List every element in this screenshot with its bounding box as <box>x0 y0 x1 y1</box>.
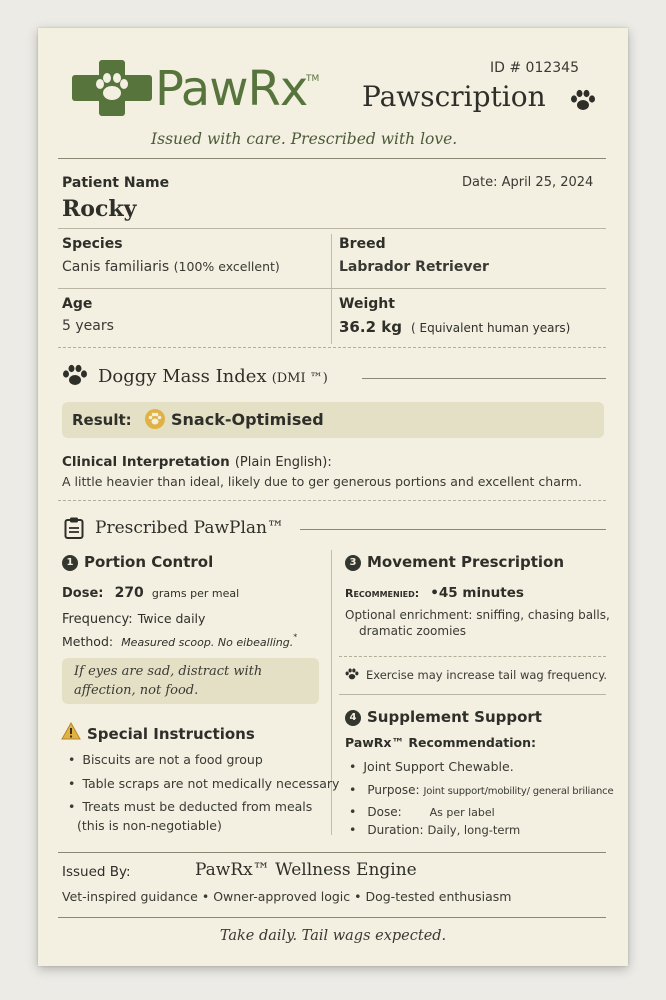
frequency-value: Twice daily <box>137 611 206 626</box>
issued-by-label: Issued By: <box>62 864 131 880</box>
weight-label: Weight <box>339 296 395 312</box>
patient-column-divider <box>331 234 332 344</box>
frequency-row <box>62 608 205 627</box>
interpretation-heading <box>62 451 332 470</box>
patient-name-label: Patient Name <box>62 175 170 191</box>
interpretation-label: Clinical Interpretation <box>62 454 230 470</box>
patient-bottom-divider <box>58 347 606 348</box>
age-label: Age <box>62 296 93 312</box>
weight-value-row <box>339 317 570 336</box>
tagline: Issued with care. Prescribed with love. <box>151 130 458 148</box>
closing-line: Take daily. Tail wags expected. <box>219 928 447 944</box>
species-note: (100% excellent) <box>173 259 280 274</box>
movement-recommendation <box>345 582 524 601</box>
brand-name: PawRx <box>155 61 308 117</box>
dose-value: 270 <box>114 585 144 601</box>
weight-value: 36.2 kg <box>339 318 402 336</box>
clipboard-icon <box>64 517 84 539</box>
plan-column-divider <box>331 550 332 835</box>
pawplan-title-rule <box>300 529 606 530</box>
footer-divider-2 <box>58 917 606 918</box>
weight-note: ( Equivalent human years) <box>411 321 571 335</box>
dmi-title: Doggy Mass Index <box>98 366 267 387</box>
paw-icon <box>570 89 596 113</box>
purpose-value: Joint support/mobility/ general briliance <box>423 786 614 797</box>
movement-heading <box>345 553 564 571</box>
method-row <box>62 631 297 650</box>
paw-icon <box>62 364 88 388</box>
enrichment-value: sniffing, chasing balls, <box>476 608 610 622</box>
supplement-heading <box>345 708 542 726</box>
duration-value: Daily, long-term <box>427 823 521 837</box>
enrichment-label: Optional enrichment: <box>345 608 473 622</box>
logo-cross-icon <box>72 60 152 116</box>
step-number-icon: 3 <box>345 555 361 571</box>
supplement-item: • Joint Support Chewable. <box>349 759 514 774</box>
portion-note-line-2: affection, not food. <box>74 683 199 698</box>
dmi-bottom-divider <box>58 500 606 501</box>
species-label: Species <box>62 236 123 252</box>
species-value <box>62 259 280 275</box>
pawplan-title: Prescribed PawPlan™ <box>95 518 284 538</box>
portion-note-line-1: If eyes are sad, distract with <box>74 664 263 679</box>
paw-icon <box>345 668 359 681</box>
purpose-label: Purpose: <box>367 783 420 797</box>
movement-rec-value: •45 minutes <box>430 585 524 601</box>
movement-tip: Exercise may increase tail wag frequency. <box>366 668 608 682</box>
step-number-icon: 1 <box>62 555 78 571</box>
date: Date: April 25, 2024 <box>462 175 594 190</box>
dose-label: Dose: <box>62 586 104 601</box>
movement-divider <box>339 656 606 657</box>
method-label: Method: <box>62 634 114 649</box>
header-divider <box>58 158 606 159</box>
dmi-title-row <box>98 366 328 387</box>
interpretation-text: A little heavier than ideal, likely due to ger generous portions and excellent charm. <box>62 474 582 489</box>
patient-divider-1 <box>58 228 606 229</box>
list-item: • Biscuits are not a food group <box>68 752 263 767</box>
dose-unit: grams per meal <box>151 587 240 600</box>
dose-row <box>62 582 239 601</box>
movement-bottom-rule <box>339 694 606 695</box>
issued-by-value: PawRx™ Wellness Engine <box>195 860 417 880</box>
dmi-title-rule <box>362 378 606 379</box>
document-title: Pawscription <box>362 80 546 113</box>
supplement-dose <box>349 804 495 819</box>
special-instructions-title: Special Instructions <box>87 725 255 743</box>
enrichment-line-1 <box>345 608 610 622</box>
badge-icon <box>144 408 166 430</box>
list-item-continuation: (this is non-negotiable) <box>77 818 222 833</box>
interpretation-note: (Plain English): <box>234 455 332 470</box>
species-text: Canis familiaris <box>62 259 170 275</box>
dmi-abbr: (DMI ™) <box>271 371 328 386</box>
enrichment-line-2: dramatic zoomies <box>359 624 467 638</box>
id-number: ID # 012345 <box>490 60 579 76</box>
warning-icon <box>61 722 81 740</box>
duration-label: Duration: <box>367 823 424 837</box>
method-value: Measured scoop. No eibealling. <box>121 636 294 649</box>
supplement-title: Supplement Support <box>367 708 542 726</box>
footer-tagline: Vet-inspired guidance • Owner-approved logic • Dog-tested enthusiasm <box>62 889 512 904</box>
step-number-icon: 4 <box>345 710 361 726</box>
dmi-result-value: Snack-Optimised <box>171 410 324 429</box>
age-value: 5 years <box>62 318 114 334</box>
footer-divider <box>58 852 606 853</box>
movement-rec-label: Recommenied: <box>345 587 420 600</box>
brand-tm: TM <box>306 74 320 84</box>
movement-title: Movement Prescription <box>367 553 565 571</box>
supplement-rec-title: PawRx™ Recommendation: <box>345 735 537 750</box>
list-item: • Table scraps are not medically necessary <box>68 776 339 791</box>
patient-name: Rocky <box>62 196 137 222</box>
supplement-dose-label: Dose: <box>367 805 402 819</box>
supplement-purpose <box>349 782 613 797</box>
breed-label: Breed <box>339 236 386 252</box>
dmi-result-label: Result: <box>72 411 132 429</box>
patient-divider-2 <box>58 288 606 289</box>
list-item: • Treats must be deducted from meals <box>68 799 312 814</box>
supplement-dose-value: As per label <box>429 806 495 819</box>
portion-title: Portion Control <box>84 553 214 571</box>
frequency-label: Frequency: <box>62 612 133 627</box>
method-mark: * <box>293 632 298 642</box>
prescription-card <box>38 28 628 966</box>
breed-value: Labrador Retriever <box>339 259 489 275</box>
supplement-duration <box>349 822 520 837</box>
portion-control-heading <box>62 553 213 571</box>
